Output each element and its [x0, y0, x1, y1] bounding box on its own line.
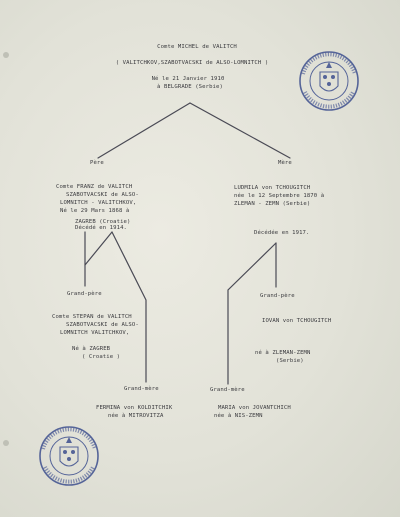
father-line: ZAGREB (Croatie): [75, 219, 131, 225]
subject-birth: Né le 21 Janvier 1910: [151, 76, 225, 82]
paternal-grandmother-line: FERMINA von KOLDITCHIK: [96, 405, 173, 411]
mother-role: Mère: [278, 160, 292, 166]
maternal-grandmother-line: MARIA von JOVANTCHICH: [218, 405, 291, 411]
paternal-grandfather-line: LOMNITCH VALITCHKOV,: [60, 330, 130, 336]
subject-birthplace: à BELGRADE (Serbie): [157, 84, 223, 90]
subject-name: Comte MICHEL de VALITCH: [157, 44, 237, 50]
paternal-grandmother-line: née à MITROVITZA: [108, 413, 164, 419]
father-death: Décédé en 1914.: [75, 225, 128, 231]
father-line: SZABOTVACSKI de ALSO-: [66, 192, 139, 198]
father-role: Père: [90, 160, 104, 166]
line-mother-grandmother: [228, 243, 276, 384]
paternal-grandfather-line: Né à ZAGREB: [72, 346, 111, 352]
father-line: Né le 29 Mars 1868 à: [60, 208, 130, 214]
archive-stamp: [298, 50, 360, 112]
archive-stamp: [38, 425, 100, 487]
maternal-grandmother-role: Grand-mère: [210, 387, 245, 393]
maternal-grandfather-role: Grand-père: [260, 293, 295, 299]
mother-line: ZLEMAN - ZEMN (Serbie): [234, 201, 311, 207]
line-father-grandfather: [85, 232, 112, 265]
father-line: Comte FRANZ de VALITCH: [56, 184, 133, 190]
paternal-grandfather-role: Grand-père: [67, 291, 102, 297]
line-to-mother: [190, 103, 290, 158]
paternal-grandfather-line: Comte STEPAN de VALITCH: [52, 314, 132, 320]
paternal-grandfather-line: ( Croatie ): [82, 354, 121, 360]
mother-line: née le 12 Septembre 1870 à: [234, 193, 325, 199]
subject-aliases: ( VALITCHKOV,SZABOTVACSKI de ALSO-LOMNITCH ): [115, 60, 269, 66]
mother-death: Décédée en 1917.: [254, 230, 310, 236]
line-to-father: [98, 103, 190, 158]
paternal-grandmother-role: Grand-mère: [124, 386, 159, 392]
maternal-grandfather-line: né à ZLEMAN-ZEMN: [255, 350, 311, 356]
maternal-grandfather-line: IOVAN von TCHOUGITCH: [262, 318, 332, 324]
paternal-grandfather-line: SZABOTVACSKI de ALSO-: [66, 322, 139, 328]
father-line: LOMNITCH - VALITCHKOV,: [60, 200, 137, 206]
maternal-grandfather-line: (Serbie): [276, 358, 304, 364]
maternal-grandmother-line: née à NIS-ZEMN: [214, 413, 263, 419]
seal-icon: [298, 50, 360, 112]
seal-icon: [38, 425, 100, 487]
mother-line: LUDMILA von TCHOUGITCH: [234, 185, 311, 191]
